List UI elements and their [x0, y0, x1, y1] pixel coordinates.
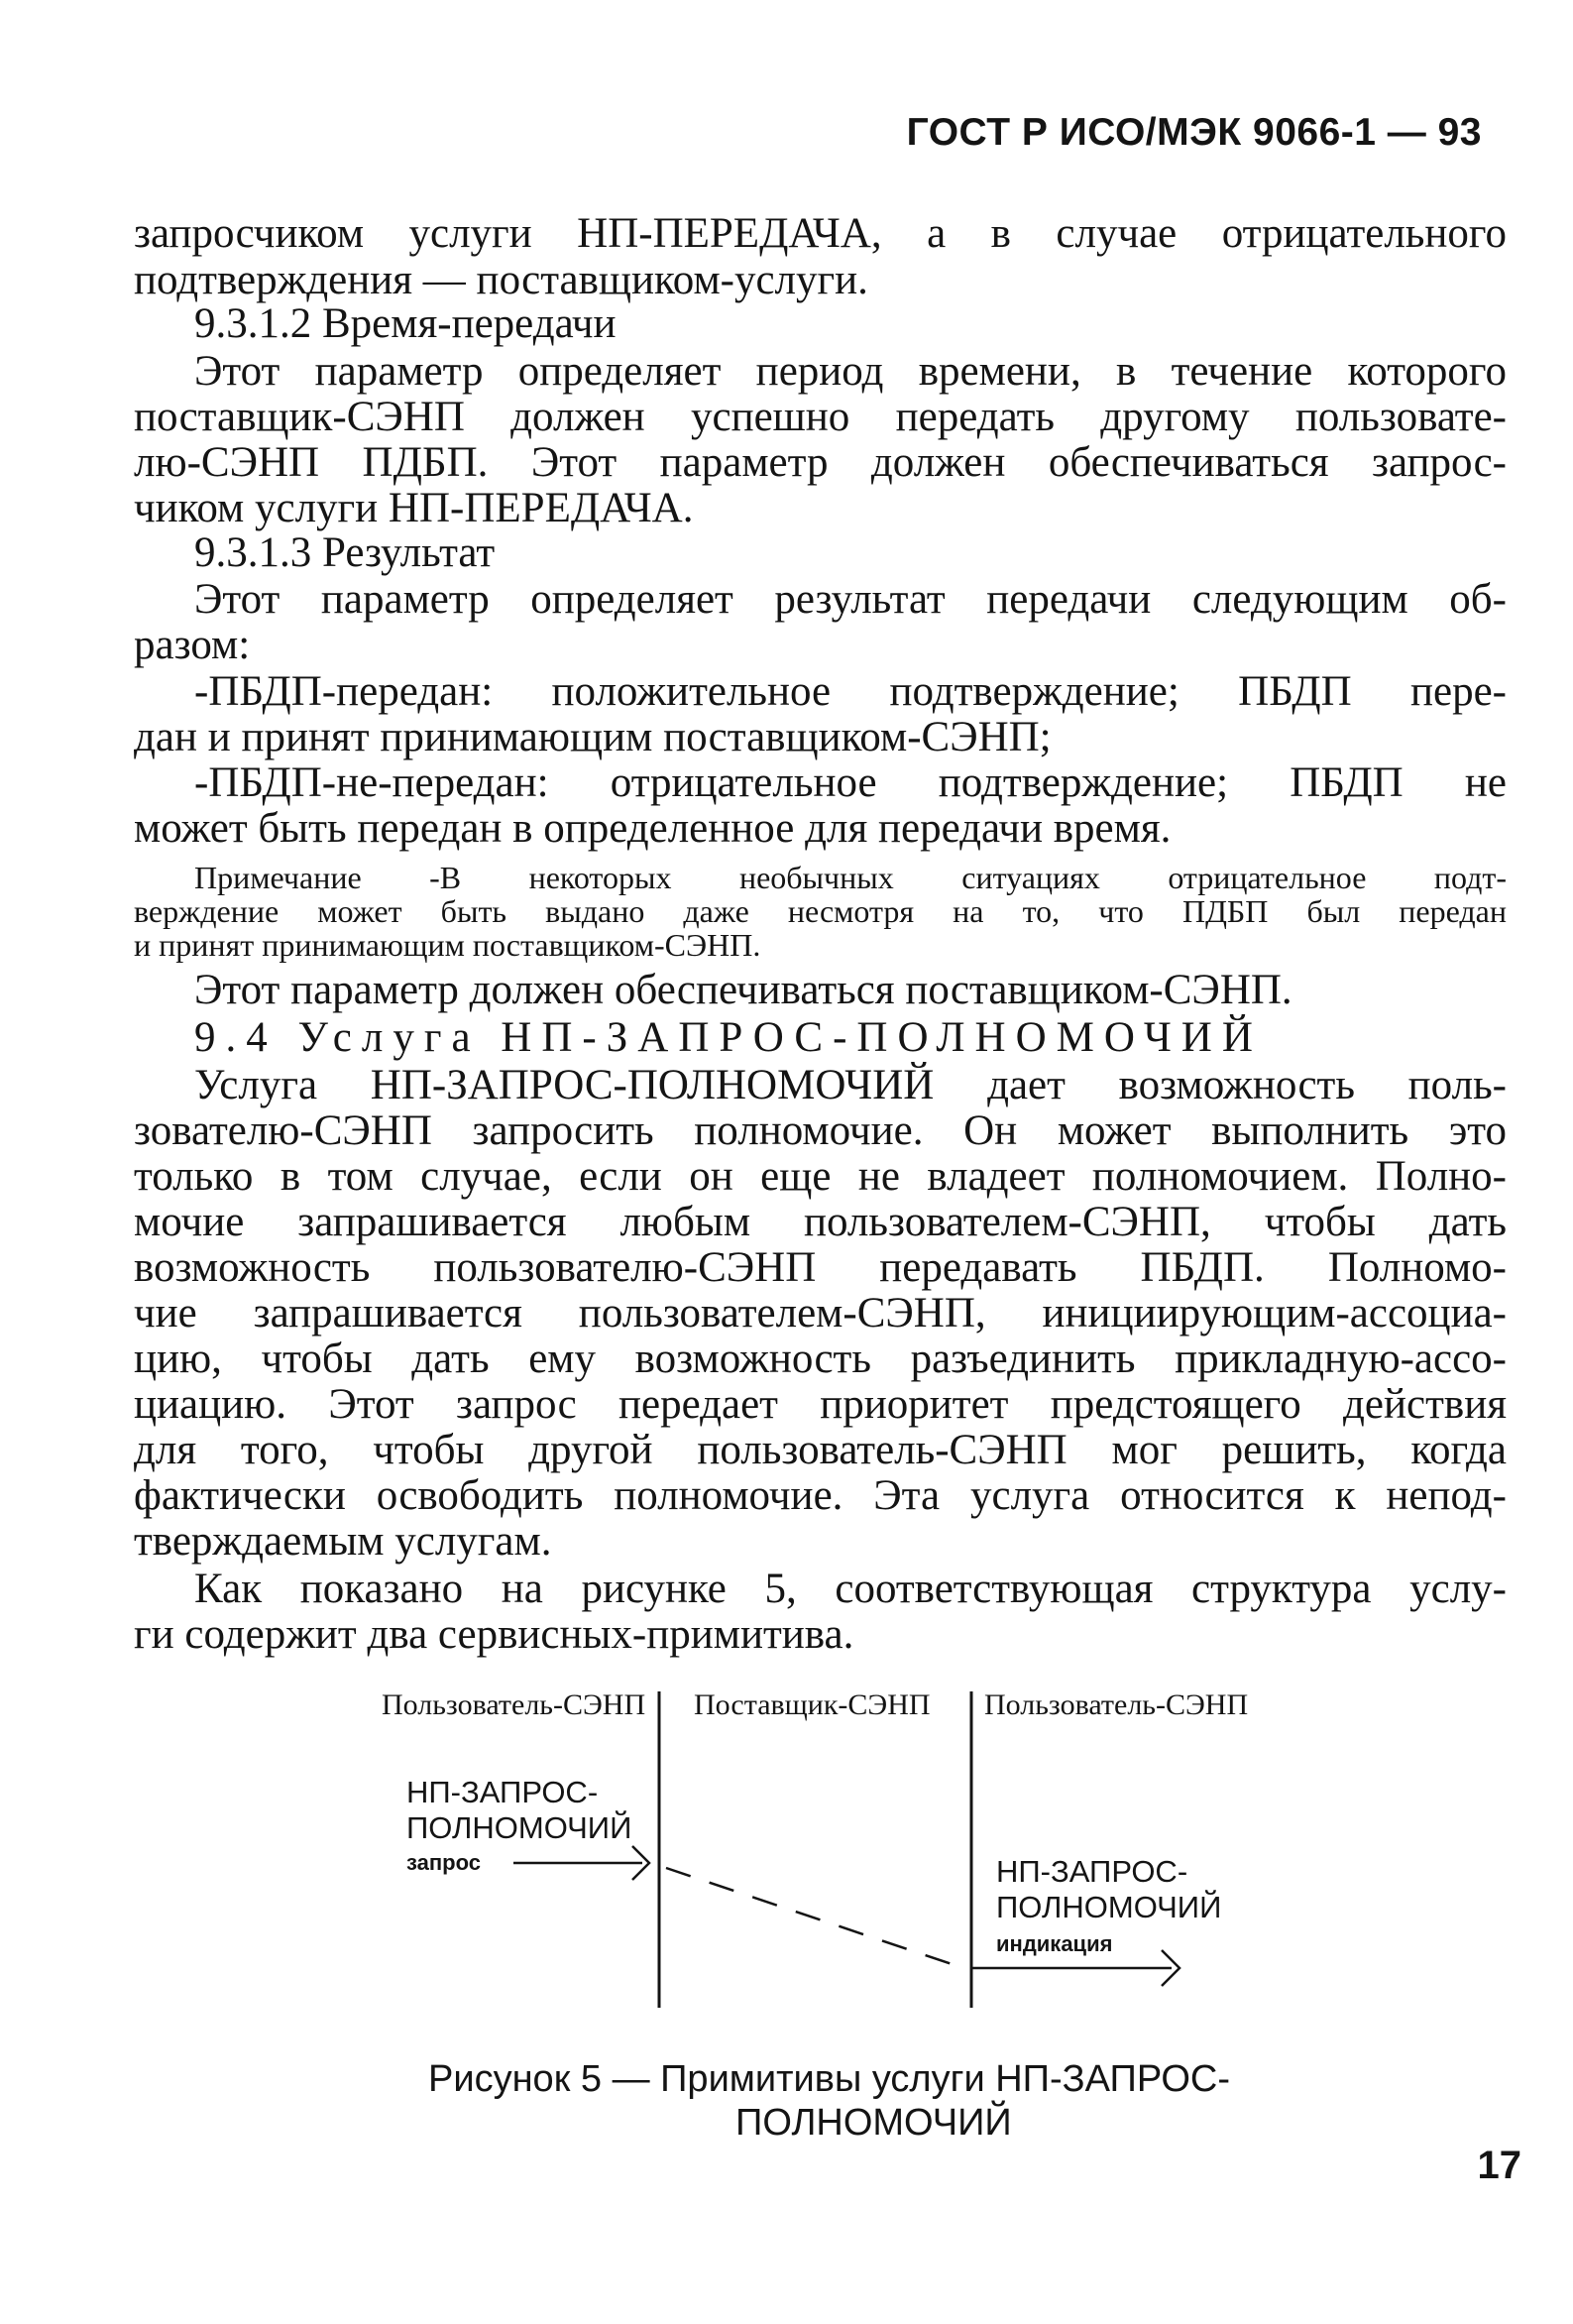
body-line: зователю-СЭНП запросить полномочие. Он может выполнить это: [134, 1107, 1507, 1154]
body-line: Как показано на рисунке 5, соответствующая структура услу-: [194, 1566, 1507, 1612]
body-line: тверждаемым услугам.: [134, 1518, 552, 1565]
body-line: дан и принят принимающим поставщиком-СЭНП;: [134, 714, 1052, 760]
body-line: циацию. Этот запрос передает приоритет предстоящего действия: [134, 1381, 1507, 1428]
indication-primitive-name-line2: ПОЛНОМОЧИЙ: [996, 1890, 1222, 1924]
body-line: -ПБДП-передан: положительное подтверждение; ПБДП пере-: [194, 668, 1507, 715]
body-line: только в том случае, если он еще не владеет полномочием. Полно-: [134, 1153, 1507, 1200]
body-line: для того, чтобы другой пользователь-СЭНП мог решить, когда: [134, 1427, 1507, 1473]
body-line: фактически освободить полномочие. Эта услуга относится к непод-: [134, 1472, 1507, 1519]
column-label-right-user: Пользователь-СЭНП: [984, 1688, 1249, 1721]
body-line: подтверждения — поставщиком-услуги.: [134, 257, 868, 303]
body-line: -ПБДП-не-передан: отрицательное подтверждение; ПБДП не: [194, 759, 1507, 806]
column-label-provider: Поставщик-СЭНП: [694, 1688, 931, 1721]
note-line: Примечание -В некоторых необычных ситуациях отрицательное подт-: [194, 860, 1507, 895]
body-line: разом:: [134, 622, 251, 668]
body-line: Этот параметр определяет результат передачи следующим об-: [194, 576, 1507, 623]
indication-primitive-type: индикация: [996, 1931, 1113, 1956]
body-line: Этот параметр определяет период времени, в течение которого: [194, 348, 1507, 395]
page-number: 17: [1477, 2144, 1521, 2187]
request-primitive-name-line2: ПОЛНОМОЧИЙ: [406, 1810, 632, 1845]
body-line: цию, чтобы дать ему возможность разъединить прикладную-ассо-: [134, 1336, 1507, 1382]
body-line: чиком услуги НП-ПЕРЕДАЧА.: [134, 485, 694, 531]
body-line: лю-СЭНП ПДБП. Этот параметр должен обеспечиваться запрос-: [134, 439, 1507, 486]
body-line: ги содержит два сервисных-примитива.: [134, 1611, 854, 1658]
body-line: мочие запрашивается любым пользователем-СЭНП, чтобы дать: [134, 1199, 1507, 1245]
body-line: возможность пользователю-СЭНП передавать ПБДП. Полномо-: [134, 1244, 1507, 1291]
request-arrowhead: [632, 1846, 649, 1880]
note-line: и принят принимающим поставщиком-СЭНП.: [134, 927, 761, 963]
request-primitive-name-line1: НП-ЗАПРОС-: [406, 1775, 599, 1809]
section-heading: 9.4 Услуга НП-ЗАПРОС-ПОЛНОМОЧИЙ: [194, 1014, 1263, 1061]
body-line: может быть передан в определенное для передачи время.: [134, 805, 1172, 852]
body-line: запросчиком услуги НП-ПЕРЕДАЧА, а в случае отрицательного: [134, 210, 1507, 257]
subsection-heading: 9.3.1.2 Время-передачи: [194, 300, 617, 347]
indication-arrowhead: [1162, 1950, 1180, 1986]
body-line: Услуга НП-ЗАПРОС-ПОЛНОМОЧИЙ дает возможность поль-: [194, 1062, 1507, 1108]
body-line: поставщик-СЭНП должен успешно передать другому пользовате-: [134, 394, 1507, 440]
request-primitive-type: запрос: [406, 1850, 481, 1875]
indication-primitive-name-line1: НП-ЗАПРОС-: [996, 1854, 1188, 1889]
running-title: ГОСТ Р ИСО/МЭК 9066-1 — 93: [906, 111, 1482, 154]
body-line: Этот параметр должен обеспечиваться поставщиком-СЭНП.: [194, 967, 1292, 1013]
figure-caption-line2: ПОЛНОМОЧИЙ: [735, 2102, 1012, 2144]
body-line: чие запрашивается пользователем-СЭНП, инициирующим-ассоциа-: [134, 1290, 1507, 1336]
note-line: верждение может быть выдано даже несмотря на то, что ПДБП был передан: [134, 893, 1507, 929]
figure-caption-line1: Рисунок 5 — Примитивы услуги НП-ЗАПРОС-: [428, 2058, 1230, 2100]
column-label-left-user: Пользователь-СЭНП: [382, 1688, 646, 1721]
subsection-heading: 9.3.1.3 Результат: [194, 529, 496, 576]
provider-dashed-path: [666, 1868, 963, 1968]
